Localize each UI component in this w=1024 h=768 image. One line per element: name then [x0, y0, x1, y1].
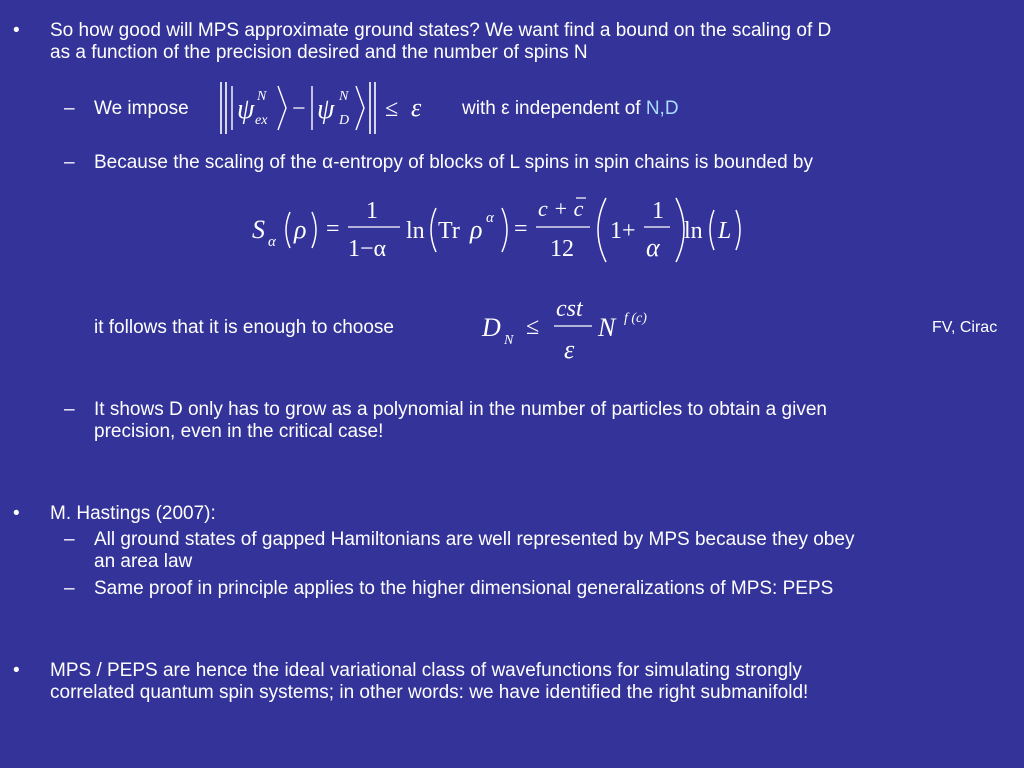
one-plus: 1+	[610, 218, 636, 244]
dash-marker: –	[64, 98, 75, 119]
dash-marker: –	[64, 152, 75, 173]
ln-symbol: ln	[406, 218, 425, 244]
numerator-one: 1	[366, 198, 378, 224]
cst-numerator: cst	[556, 296, 583, 322]
hastings-sub-1-line-2: an area law	[94, 551, 193, 572]
bullet-1-line-2: as a function of the precision desired and the number of spins N	[50, 42, 588, 63]
numerator-one-2: 1	[652, 198, 664, 224]
hastings-sub-2: Same proof in principle applies to the higher dimensional generalizations of MPS: PEPS	[94, 578, 834, 599]
bullet-1-line-1: So how good will MPS approximate ground states? We want find a bound on the scaling of D	[50, 20, 832, 41]
superscript-n: N	[257, 89, 267, 104]
bullet-3-line-1: MPS / PEPS are hence the ideal variational class of wavefunctions for simulating strongly	[50, 660, 802, 681]
norm-equation	[215, 74, 440, 138]
entropy-scaling-text: Because the scaling of the α-entropy of blocks of L spins in spin chains is bounded by	[94, 152, 813, 173]
entropy-equation	[240, 190, 760, 270]
denominator-twelve: 12	[550, 236, 574, 262]
epsilon-symbol: ε	[411, 93, 422, 122]
independence-text: with ε independent of	[462, 98, 646, 119]
rho-symbol: ρ	[294, 215, 307, 244]
psi-symbol: ψ	[237, 94, 255, 125]
independence-vars: N,D	[645, 98, 679, 119]
bullet-marker: •	[13, 20, 20, 41]
bullet-marker: •	[13, 660, 20, 681]
bond-dimension-equation	[478, 292, 678, 368]
polynomial-line-1: It shows D only has to grow as a polynomial in the number of particles to obtain a given	[94, 399, 827, 420]
ln-symbol-2: ln	[684, 218, 703, 244]
dash-marker: –	[64, 399, 75, 420]
s-symbol: S	[252, 215, 265, 244]
n-subscript: N	[504, 333, 514, 348]
bullet-marker: •	[13, 503, 20, 524]
equals-sign: =	[326, 216, 340, 242]
psi-symbol-2: ψ	[317, 94, 335, 125]
bullet-3-line-2: correlated quantum spin systems; in other words: we have identified the right submanifold!	[50, 682, 809, 703]
superscript-n-2: N	[339, 89, 349, 104]
minus-sign: −	[292, 96, 306, 122]
one-minus-alpha: 1−α	[348, 236, 387, 262]
dash-marker: –	[64, 529, 75, 550]
follows-text: it follows that it is enough to choose	[94, 317, 394, 338]
c-plus-cbar: c + c	[538, 196, 584, 221]
alpha-superscript: α	[486, 210, 494, 226]
independence-note	[462, 98, 679, 120]
trace-symbol: Tr	[438, 218, 460, 244]
polynomial-line-2: precision, even in the critical case!	[94, 421, 384, 442]
epsilon-denominator: ε	[564, 335, 575, 364]
citation-fv-cirac: FV, Cirac	[932, 319, 998, 336]
rho-symbol-2: ρ	[470, 215, 483, 244]
fc-exponent: f (c)	[624, 311, 647, 326]
subscript-ex: ex	[255, 113, 268, 128]
subscript-d: D	[339, 113, 350, 128]
dash-marker: –	[64, 578, 75, 599]
n-base: N	[598, 313, 616, 342]
we-impose-label: We impose	[94, 98, 189, 119]
leq-sign-2: ≤	[526, 314, 540, 340]
hastings-title: M. Hastings (2007):	[50, 503, 216, 524]
equals-sign-2: =	[514, 216, 528, 242]
d-symbol: D	[482, 313, 501, 342]
l-symbol: L	[718, 218, 732, 244]
leq-sign: ≤	[385, 96, 399, 122]
alpha-denominator: α	[646, 233, 660, 262]
hastings-sub-1-line-1: All ground states of gapped Hamiltonians are well represented by MPS because they obey	[94, 529, 855, 550]
alpha-subscript: α	[268, 234, 276, 250]
